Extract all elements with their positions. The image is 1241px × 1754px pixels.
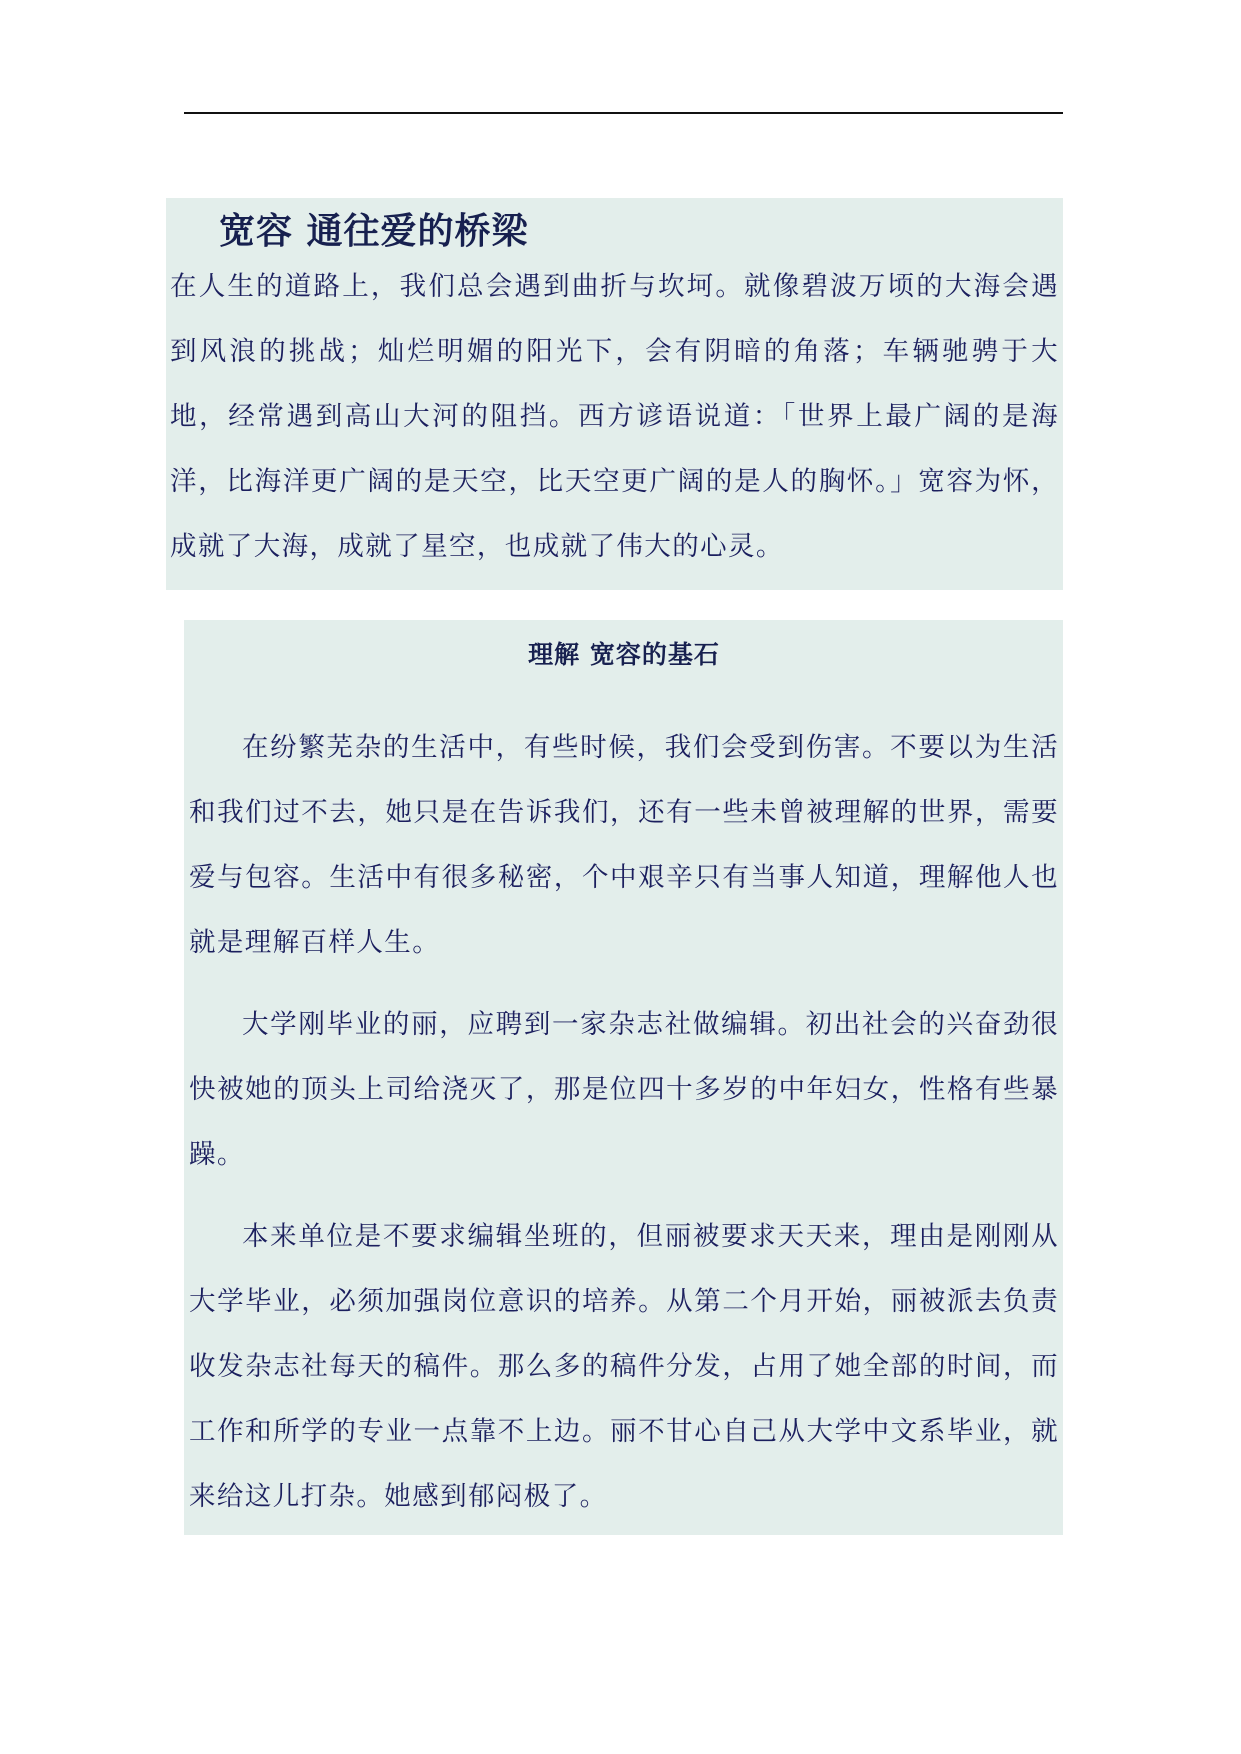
body-paragraph: 本来单位是不要求编辑坐班的，但丽被要求天天来，理由是刚刚从大学毕业，必须加强岗位意识的培养。从第二个月开始，丽被派去负责收发杂志社每天的稿件。那么多的稿件分发，占用了她全部的时间，而工作和所学的专业一点靠不上边。丽不甘心自己从大学中文系毕业，就来给这儿打杂。她感到郁闷极了。 <box>189 1221 1059 1512</box>
intro-paragraph: 在人生的道路上，我们总会遇到曲折与坎坷。就像碧波万顷的大海会遇到风浪的挑战；灿烂明媚的阳光下，会有阴暗的角落；车辆驰骋于大地，经常遇到高山大河的阻挡。西方谚语说道：「世界上最广阔的是海洋，比海洋更广阔的是天空，比天空更广阔的是人的胸怀。」宽容为怀，成就了大海，成就了星空，也成就了伟大的心灵。 <box>170 271 1059 562</box>
intro-section <box>166 198 1063 590</box>
body-paragraph: 大学刚毕业的丽，应聘到一家杂志社做编辑。初出社会的兴奋劲很快被她的顶头上司给浇灭了，那是位四十多岁的中年妇女，性格有些暴躁。 <box>189 1009 1059 1170</box>
intro-title: 宽容 通往爱的桥梁 <box>219 210 529 252</box>
section-title: 理解 宽容的基石 <box>528 640 720 669</box>
header-rule <box>184 112 1063 114</box>
body-paragraph: 在纷繁芜杂的生活中，有些时候，我们会受到伤害。不要以为生活和我们过不去，她只是在告诉我们，还有一些未曾被理解的世界，需要爱与包容。生活中有很多秘密，个中艰辛只有当事人知道，理解他人也就是理解百样人生。 <box>189 732 1059 958</box>
understanding-section <box>184 620 1063 1535</box>
